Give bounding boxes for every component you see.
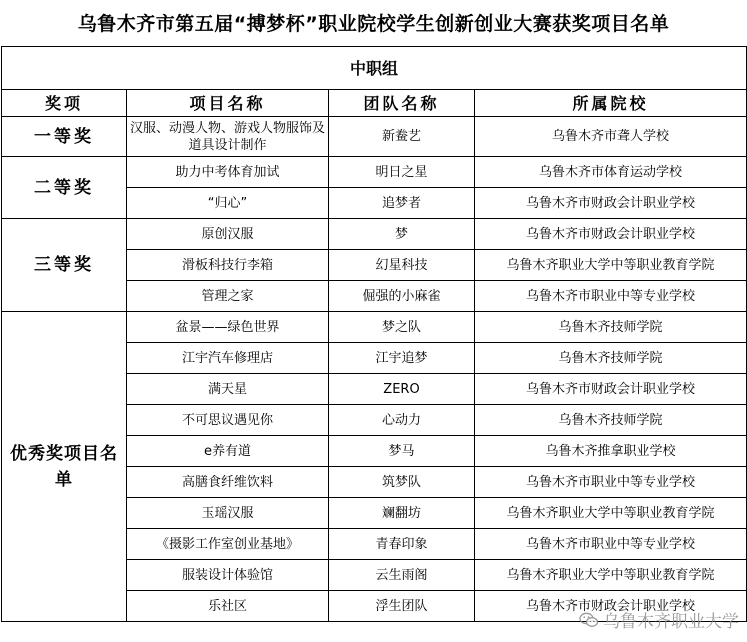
watermark bbox=[579, 607, 739, 632]
team-name: 新鲞艺 bbox=[329, 117, 475, 157]
project-name: 原创汉服 bbox=[127, 219, 329, 250]
project-name: 满天星 bbox=[127, 374, 329, 405]
header-school: 所属院校 bbox=[475, 90, 747, 117]
team-name: 浮生团队 bbox=[329, 591, 475, 622]
school-name: 乌鲁木齐市职业中等专业学校 bbox=[475, 281, 747, 312]
team-name: 斓翻坊 bbox=[329, 498, 475, 529]
project-name: 高膳食纤维饮料 bbox=[127, 467, 329, 498]
project-name: 盆景——绿色世界 bbox=[127, 312, 329, 343]
school-name: 乌鲁木齐推拿职业学校 bbox=[475, 436, 747, 467]
group-label: 中职组 bbox=[2, 47, 747, 90]
page-title: 乌鲁木齐市第五届“搏梦杯”职业院校学生创新创业大赛获奖项目名单 bbox=[77, 12, 670, 35]
team-name: 倔强的小麻雀 bbox=[329, 281, 475, 312]
award-second: 二等奖 bbox=[2, 157, 127, 219]
award-third: 三等奖 bbox=[2, 219, 127, 312]
award-first: 一等奖 bbox=[2, 117, 127, 157]
table-row bbox=[2, 312, 747, 343]
watermark-text: 乌鲁木齐职业大学 bbox=[603, 612, 739, 632]
school-name: 乌鲁木齐职业大学中等职业教育学院 bbox=[475, 560, 747, 591]
school-name: 乌鲁木齐技师学院 bbox=[475, 405, 747, 436]
team-name: 江宇追梦 bbox=[329, 343, 475, 374]
header-row bbox=[2, 90, 747, 117]
team-name: 心动力 bbox=[329, 405, 475, 436]
school-name: 乌鲁木齐市聋人学校 bbox=[475, 117, 747, 157]
team-name: 梦 bbox=[329, 219, 475, 250]
team-name: ZERO bbox=[329, 374, 475, 405]
project-name: 乐社区 bbox=[127, 591, 329, 622]
project-name: 助力中考体育加试 bbox=[127, 157, 329, 188]
school-name: 乌鲁木齐市职业中等专业学校 bbox=[475, 467, 747, 498]
team-name: 追梦者 bbox=[329, 188, 475, 219]
school-name: 乌鲁木齐市职业中等专业学校 bbox=[475, 529, 747, 560]
project-name: 服装设计体验馆 bbox=[127, 560, 329, 591]
project-name: 玉瑶汉服 bbox=[127, 498, 329, 529]
project-name: “归心” bbox=[127, 188, 329, 219]
school-name: 乌鲁木齐市财政会计职业学校 bbox=[475, 188, 747, 219]
school-name: 乌鲁木齐市财政会计职业学校 bbox=[475, 374, 747, 405]
header-team: 团队名称 bbox=[329, 90, 475, 117]
group-row bbox=[2, 47, 747, 90]
project-name: 《摄影工作室创业基地》 bbox=[127, 529, 329, 560]
project-name: 管理之家 bbox=[127, 281, 329, 312]
table-row bbox=[2, 157, 747, 188]
project-name: 江宇汽车修理店 bbox=[127, 343, 329, 374]
table-row bbox=[2, 219, 747, 250]
school-name: 乌鲁木齐市财政会计职业学校 bbox=[475, 219, 747, 250]
header-award: 奖项 bbox=[2, 90, 127, 117]
school-name: 乌鲁木齐市财政会计职业学校 bbox=[475, 591, 747, 622]
school-name: 乌鲁木齐技师学院 bbox=[475, 343, 747, 374]
wechat-icon bbox=[579, 612, 599, 628]
school-name: 乌鲁木齐市体育运动学校 bbox=[475, 157, 747, 188]
team-name: 青春印象 bbox=[329, 529, 475, 560]
team-name: 梦马 bbox=[329, 436, 475, 467]
team-name: 梦之队 bbox=[329, 312, 475, 343]
team-name: 云生雨阁 bbox=[329, 560, 475, 591]
team-name: 幻星科技 bbox=[329, 250, 475, 281]
project-name: e养有道 bbox=[127, 436, 329, 467]
project-name: 不可思议遇见你 bbox=[127, 405, 329, 436]
team-name: 明日之星 bbox=[329, 157, 475, 188]
award-excellent: 优秀奖项目名单 bbox=[2, 312, 127, 622]
header-project: 项目名称 bbox=[127, 90, 329, 117]
award-table bbox=[1, 46, 747, 622]
school-name: 乌鲁木齐技师学院 bbox=[475, 312, 747, 343]
school-name: 乌鲁木齐职业大学中等职业教育学院 bbox=[475, 498, 747, 529]
school-name: 乌鲁木齐职业大学中等职业教育学院 bbox=[475, 250, 747, 281]
table-row bbox=[2, 117, 747, 157]
team-name: 筑梦队 bbox=[329, 467, 475, 498]
project-name: 滑板科技行李箱 bbox=[127, 250, 329, 281]
project-name: 汉服、动漫人物、游戏人物服饰及道具设计制作 bbox=[127, 117, 329, 157]
